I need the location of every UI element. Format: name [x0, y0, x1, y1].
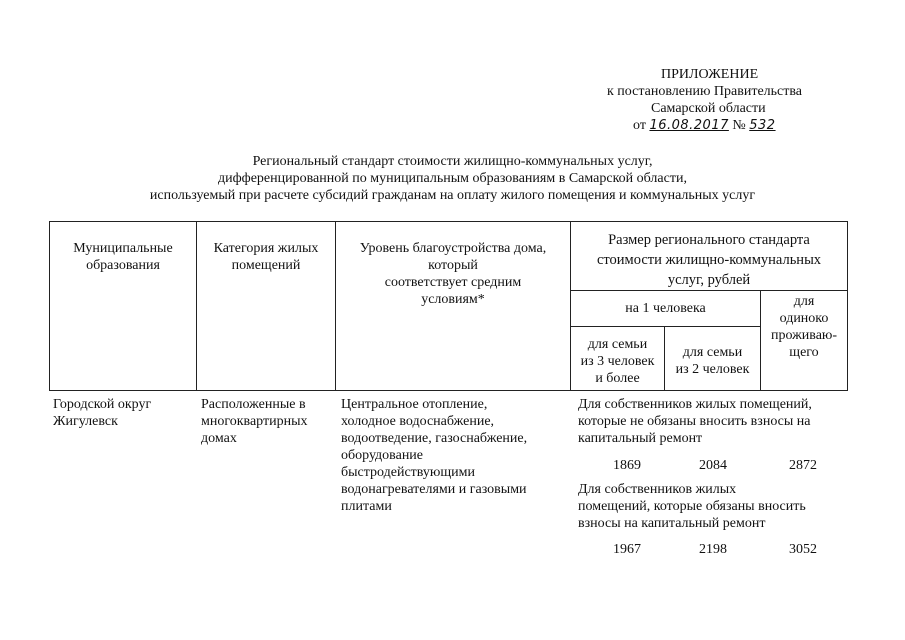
cell-level-line: плитами [341, 499, 392, 514]
cell-level [341, 396, 569, 515]
cell-category [201, 396, 333, 447]
appendix-date-line [633, 117, 776, 134]
appendix-heading: ПРИЛОЖЕНИЕ [661, 67, 759, 82]
group-1-label [578, 396, 848, 447]
header-size-line: услуг, рублей [667, 272, 751, 288]
header-size-line: стоимости жилищно-коммунальных [596, 252, 822, 268]
table-right-border [847, 221, 848, 391]
title-line-3: используемый при расчете субсидий гражданам на оплату жилого помещения и коммунальных услуг [149, 188, 756, 203]
table-header-bottom-border [49, 390, 848, 391]
value-group-2-family-3: 1967 [613, 542, 641, 557]
header-level [336, 240, 570, 308]
date-prefix: от [633, 118, 646, 133]
header-family-3-line: для семьи [587, 337, 648, 352]
header-size [571, 230, 847, 290]
cell-level-line: водоотведение, газоснабжение, [341, 431, 528, 446]
table-top-border [49, 221, 848, 222]
group-2-label [578, 481, 848, 532]
header-single [761, 293, 847, 361]
header-municipality-line: образования [86, 258, 160, 273]
cell-level-line: холодное водоснабжение, [341, 414, 495, 429]
appendix-line-1: к постановлению Правительства [607, 84, 803, 99]
cell-level-line: быстродействующими [341, 465, 476, 480]
cell-category-line: Расположенные в [201, 397, 306, 412]
header-category-line: помещений [231, 258, 301, 273]
header-single-line: одиноко [779, 311, 829, 326]
header-category-line: Категория жилых [213, 241, 319, 256]
group-1-label-line: которые не обязаны вносить взносы на [578, 414, 811, 429]
number-value: 532 [749, 118, 776, 133]
header-municipality-line: Муниципальные [73, 241, 173, 256]
appendix-line-2: Самарской области [651, 101, 766, 116]
header-family-2 [665, 344, 760, 378]
group-2-label-line: помещений, которые обязаны вносить [578, 499, 806, 514]
header-level-line: который [428, 258, 478, 273]
value-group-1-single: 2872 [789, 458, 817, 473]
cell-municipality-line: Жигулевск [53, 414, 118, 429]
header-family-2-line: из 2 человек [675, 362, 750, 377]
value-group-1-family-3: 1869 [613, 458, 641, 473]
value-group-1-family-2: 2084 [699, 458, 727, 473]
cell-category-line: домах [201, 431, 237, 446]
group-1-label-line: капитальный ремонт [578, 431, 703, 446]
group-2-label-line: Для собственников жилых [578, 482, 737, 497]
header-family-3 [571, 336, 664, 387]
header-level-line: соответствует средним [384, 275, 522, 290]
header-per-person: на 1 человека [625, 301, 706, 316]
date-value: 16.08.2017 [649, 118, 729, 133]
value-group-2-family-2: 2198 [699, 542, 727, 557]
cell-level-line: Центральное отопление, [341, 397, 488, 412]
title-line-1: Региональный стандарт стоимости жилищно-коммунальных услуг, [252, 154, 653, 169]
cell-level-line: водонагревателями и газовыми [341, 482, 527, 497]
header-family-3-line: из 3 человек [580, 354, 655, 369]
cell-level-line: оборудование [341, 448, 424, 463]
header-single-line: щего [789, 345, 819, 360]
cell-municipality-line: Городской округ [53, 397, 152, 412]
value-group-2-single: 3052 [789, 542, 817, 557]
header-single-line: проживаю- [770, 328, 838, 343]
cell-municipality [53, 396, 195, 430]
header-level-line: Уровень благоустройства дома, [359, 241, 547, 256]
cell-category-line: многоквартирных [201, 414, 308, 429]
number-prefix: № [732, 118, 746, 133]
header-category [197, 240, 335, 274]
header-family-3-line: и более [595, 371, 640, 386]
header-single-line: для [793, 294, 815, 309]
header-level-line: условиям* [421, 292, 485, 307]
size-subheader-border [570, 290, 848, 291]
group-1-label-line: Для собственников жилых помещений, [578, 397, 812, 412]
header-municipality [50, 240, 196, 274]
per-person-subheader-border [570, 326, 760, 327]
title-line-2: дифференцированной по муниципальным образованиям в Самарской области, [218, 171, 687, 186]
header-family-2-line: для семьи [682, 345, 743, 360]
group-2-label-line: взносы на капитальный ремонт [578, 516, 766, 531]
header-size-line: Размер регионального стандарта [608, 232, 810, 248]
